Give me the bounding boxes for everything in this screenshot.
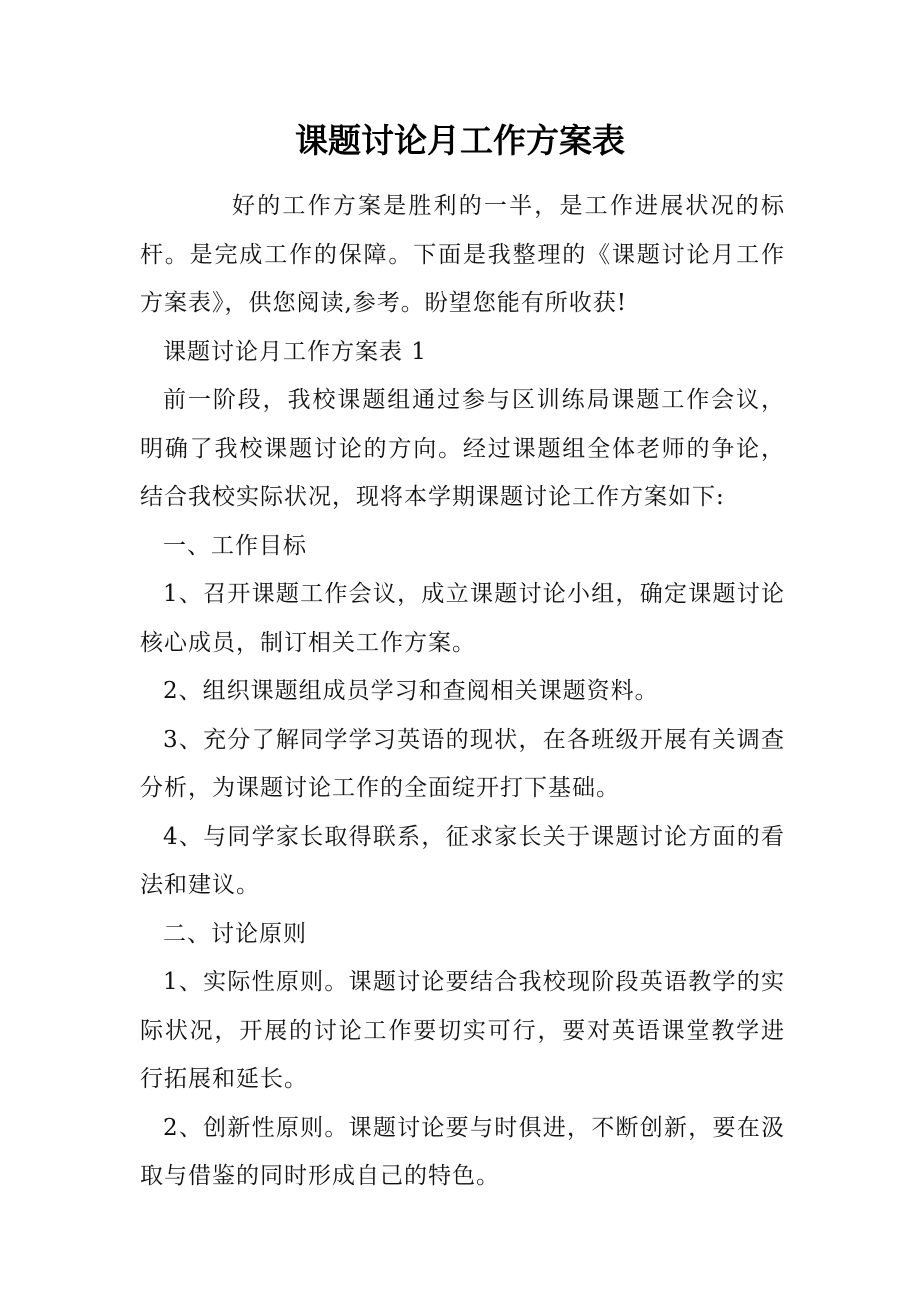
document-body: [140, 182, 785, 1201]
goal-item-1: 1、召开课题工作会议，成立课题讨论小组，确定课题讨论核心成员，制订相关工作方案。: [140, 581, 785, 656]
principle-item-1: 1、实际性原则。课题讨论要结合我校现阶段英语教学的实际状况，开展的讨论工作要切实可行，要对英语课堂教学进行拓展和延长。: [140, 969, 785, 1092]
intro-paragraph: 好的工作方案是胜利的一半，是工作进展状况的标杆。是完成工作的保障。下面是我整理的《课题讨论月工作方案表》，供您阅读,参考。盼望您能有所收获!: [140, 193, 785, 316]
section-heading-plan-1: 课题讨论月工作方案表 1: [163, 338, 427, 365]
principle-item-2: 2、创新性原则。课题讨论要与时俱进，不断创新，要在汲取与借鉴的同时形成自己的特色。: [140, 1114, 785, 1189]
goal-item-3: 3、充分了解同学学习英语的现状，在各班级开展有关调查分析，为课题讨论工作的全面绽开打下基础。: [140, 726, 785, 801]
section-heading-goals: 一、工作目标: [163, 532, 307, 559]
goal-item-4: 4、与同学家长取得联系，征求家长关于课题讨论方面的看法和建议。: [140, 823, 785, 898]
goal-item-2: 2、组织课题组成员学习和查阅相关课题资料。: [163, 678, 659, 704]
background-paragraph: 前一阶段，我校课题组通过参与区训练局课题工作会议，明确了我校课题讨论的方向。经过课题组全体老师的争论，结合我校实际状况，现将本学期课题讨论工作方案如下:: [140, 387, 785, 510]
section-heading-principles: 二、讨论原则: [163, 920, 307, 947]
document-title: 课题讨论月工作方案表: [295, 121, 625, 160]
